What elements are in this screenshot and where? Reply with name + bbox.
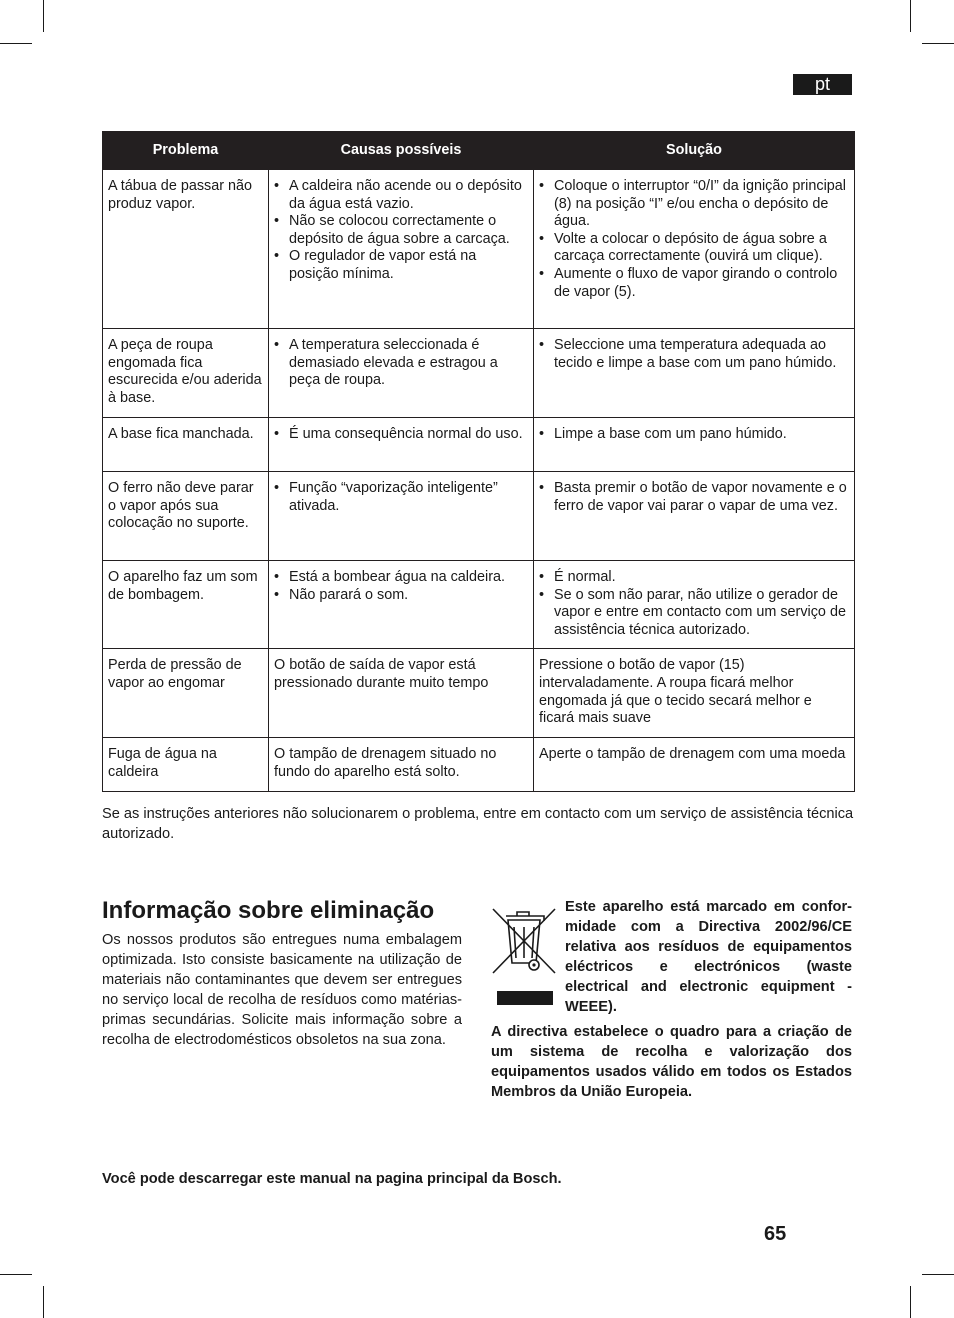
solution-cell: [534, 170, 855, 329]
crop-mark: [910, 0, 911, 32]
solution-item: • Se o som não parar, não utilize o gerador de vapor e entre em contacto com um serviço de assistência técnica autorizado.: [539, 587, 849, 640]
table-row: [103, 329, 855, 418]
cause-item: • Está a bombear água na caldeira.: [274, 569, 528, 587]
solution-cell: [534, 418, 855, 472]
table-row: [103, 561, 855, 649]
causes-cell: [269, 170, 534, 329]
troubleshooting-table: [102, 131, 855, 792]
crossed-out-wheelie-bin-icon: [490, 903, 558, 1009]
table-row: [103, 170, 855, 329]
solution-item: • Limpe a base com um pano húmido.: [539, 426, 849, 444]
download-note: Você pode descarregar este manual na pagina principal da Bosch.: [102, 1171, 562, 1187]
cause-item: • Função “vaporização inteligente” ativada.: [274, 480, 528, 515]
causes-cell: [269, 329, 534, 418]
solution-item: • Coloque o interruptor “0/I” da ignição principal (8) na posição “I” e/ou encha o depósito de água.: [539, 178, 849, 231]
cause-item: • A caldeira não acende ou o depósito da água está vazio.: [274, 178, 528, 213]
crop-mark: [910, 1286, 911, 1318]
causes-cell: [269, 561, 534, 649]
column-header-problem: Problema: [103, 132, 269, 170]
solution-cell: [534, 329, 855, 418]
cause-item: • É uma consequência normal do uso.: [274, 426, 528, 444]
page-number: 65: [764, 1223, 787, 1245]
problem-cell: A base fica manchada.: [103, 418, 269, 472]
cause-item: • Não se colocou correctamente o depósito de água sobre a carcaça.: [274, 213, 528, 248]
language-badge: pt: [793, 74, 852, 95]
solution-item: • Volte a colocar o depósito de água sobre a carcaça correctamente (ouvirá um clique).: [539, 231, 849, 266]
causes-cell: O botão de saída de vapor está pressionado durante muito tempo: [269, 649, 534, 738]
problem-cell: Fuga de água na caldeira: [103, 738, 269, 792]
directive-text: A directiva estabelece o quadro para a criação de um sistema de recolha e valorização dos equipamentos usados válido em todos os Estados Membros da União Europeia.: [491, 1024, 852, 1100]
problem-cell: O ferro não deve parar o vapor após sua colocação no suporte.: [103, 472, 269, 561]
crop-mark: [0, 43, 32, 44]
disposal-text: Os nossos produtos são entregues numa embalagem optimizada. Isto consiste basicamente na utilização de materiais não contaminantes que devem ser entregues no serviço local de recolha de resíduos como matérias-primas secundárias. Solicite mais informação sobre a recolha de electrodomésticos obsoletos na sua zona.: [102, 932, 462, 1048]
problem-cell: A peça de roupa engomada fica escurecida e/ou aderida à base.: [103, 329, 269, 418]
causes-cell: [269, 472, 534, 561]
disposal-title: Informação sobre eliminação: [102, 897, 435, 924]
table-row: [103, 649, 855, 738]
cause-item: • Não parará o som.: [274, 587, 528, 605]
table-row: [103, 738, 855, 792]
problem-cell: O aparelho faz um som de bombagem.: [103, 561, 269, 649]
causes-cell: [269, 418, 534, 472]
table-row: [103, 472, 855, 561]
support-note: Se as instruções anteriores não solucionarem o problema, entre em contacto com um serviço de assistência técnica autorizado.: [102, 806, 854, 842]
solution-cell: Pressione o botão de vapor (15) intervaladamente. A roupa ficará melhor engomada já que o tecido secará melhor e ficará mais suave: [534, 649, 855, 738]
column-header-solution: Solução: [534, 132, 855, 170]
crop-mark: [0, 1274, 32, 1275]
table-header-row: [103, 132, 855, 170]
crop-mark: [43, 1286, 44, 1318]
cause-item: • O regulador de vapor está na posição mínima.: [274, 248, 528, 283]
solution-cell: Aperte o tampão de drenagem com uma moeda: [534, 738, 855, 792]
crop-mark: [922, 1274, 954, 1275]
solution-cell: [534, 472, 855, 561]
crop-mark: [922, 43, 954, 44]
problem-cell: A tábua de passar não produz vapor.: [103, 170, 269, 329]
solution-item: • É normal.: [539, 569, 849, 587]
crop-mark: [43, 0, 44, 32]
cause-item: • A temperatura seleccionada é demasiado elevada e estragou a peça de roupa.: [274, 337, 528, 390]
causes-cell: O tampão de drenagem situado no fundo do aparelho está solto.: [269, 738, 534, 792]
problem-cell: Perda de pressão de vapor ao engomar: [103, 649, 269, 738]
solution-item: • Aumente o fluxo de vapor girando o controlo de vapor (5).: [539, 266, 849, 301]
solution-item: • Basta premir o botão de vapor novamente e o ferro de vapor vai parar o vapar de uma vez.: [539, 480, 849, 515]
weee-text: Este aparelho está marcado em confor-midade com a Directiva 2002/96/CE relativa aos resíduos de equipamentos eléctricos e electrónicos (waste electrical and electronic equipment - WEEE).: [565, 899, 852, 1015]
solution-cell: [534, 561, 855, 649]
table-row: [103, 418, 855, 472]
column-header-causes: Causas possíveis: [269, 132, 534, 170]
solution-item: • Seleccione uma temperatura adequada ao tecido e limpe a base com um pano húmido.: [539, 337, 849, 372]
